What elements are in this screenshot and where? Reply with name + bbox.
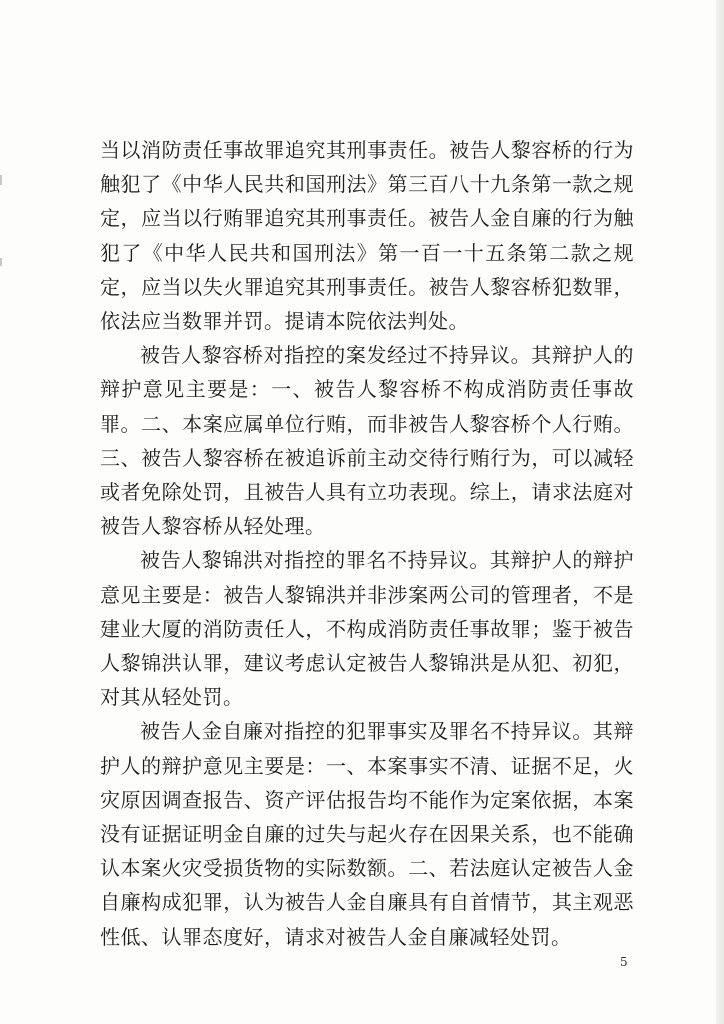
paragraph-defense-li-jinhong: 被告人黎锦洪对指控的罪名不持异议。其辩护人的辩护意见主要是：被告人黎锦洪并非涉案两公司的管理者，不是建业大厦的消防责任人，不构成消防责任事故罪；鉴于被告人黎锦洪认罪，建议考虑认定被告人黎锦洪是从犯、初犯，对其从轻处罚。	[100, 548, 634, 710]
scan-mark	[0, 175, 2, 185]
scan-mark	[0, 258, 2, 266]
paragraph-defense-li-rongqiao: 被告人黎容桥对指控的案发经过不持异议。其辩护人的辩护意见主要是：一、被告人黎容桥不构成消防责任事故罪。二、本案应属单位行贿，而非被告人黎容桥个人行贿。三、被告人黎容桥在被追诉前主动交待行贿行为，可以减轻或者免除处罚，且被告人具有立功表现。综上，请求法庭对被告人黎容桥从轻处理。	[100, 343, 634, 539]
page-number: 5	[620, 955, 628, 969]
body-text	[100, 133, 634, 954]
paragraph-defense-jin-zilian: 被告人金自廉对指控的犯罪事实及罪名不持异议。其辩护人的辩护意见主要是：一、本案事实不清、证据不足，火灾原因调查报告、资产评估报告均不能作为定案依据，本案没有证据证明金自廉的过失与起火存在因果关系，也不能确认本案火灾受损货物的实际数额。二、若法庭认定被告人金自廉构成犯罪，认为被告人金自廉具有自首情节，其主观恶性低、认罪态度好，请求对被告人金自廉减轻处罚。	[100, 719, 634, 949]
paragraph-prosecution-conclusion: 当以消防责任事故罪追究其刑事责任。被告人黎容桥的行为触犯了《中华人民共和国刑法》第三百八十九条第一款之规定，应当以行贿罪追究其刑事责任。被告人金自廉的行为触犯了《中华人民共和国刑法》第一百一十五条第二款之规定，应当以失火罪追究其刑事责任。被告人黎容桥犯数罪，依法应当数罪并罚。提请本院依法判处。	[100, 138, 634, 334]
scan-edge-shadow	[716, 0, 724, 1024]
